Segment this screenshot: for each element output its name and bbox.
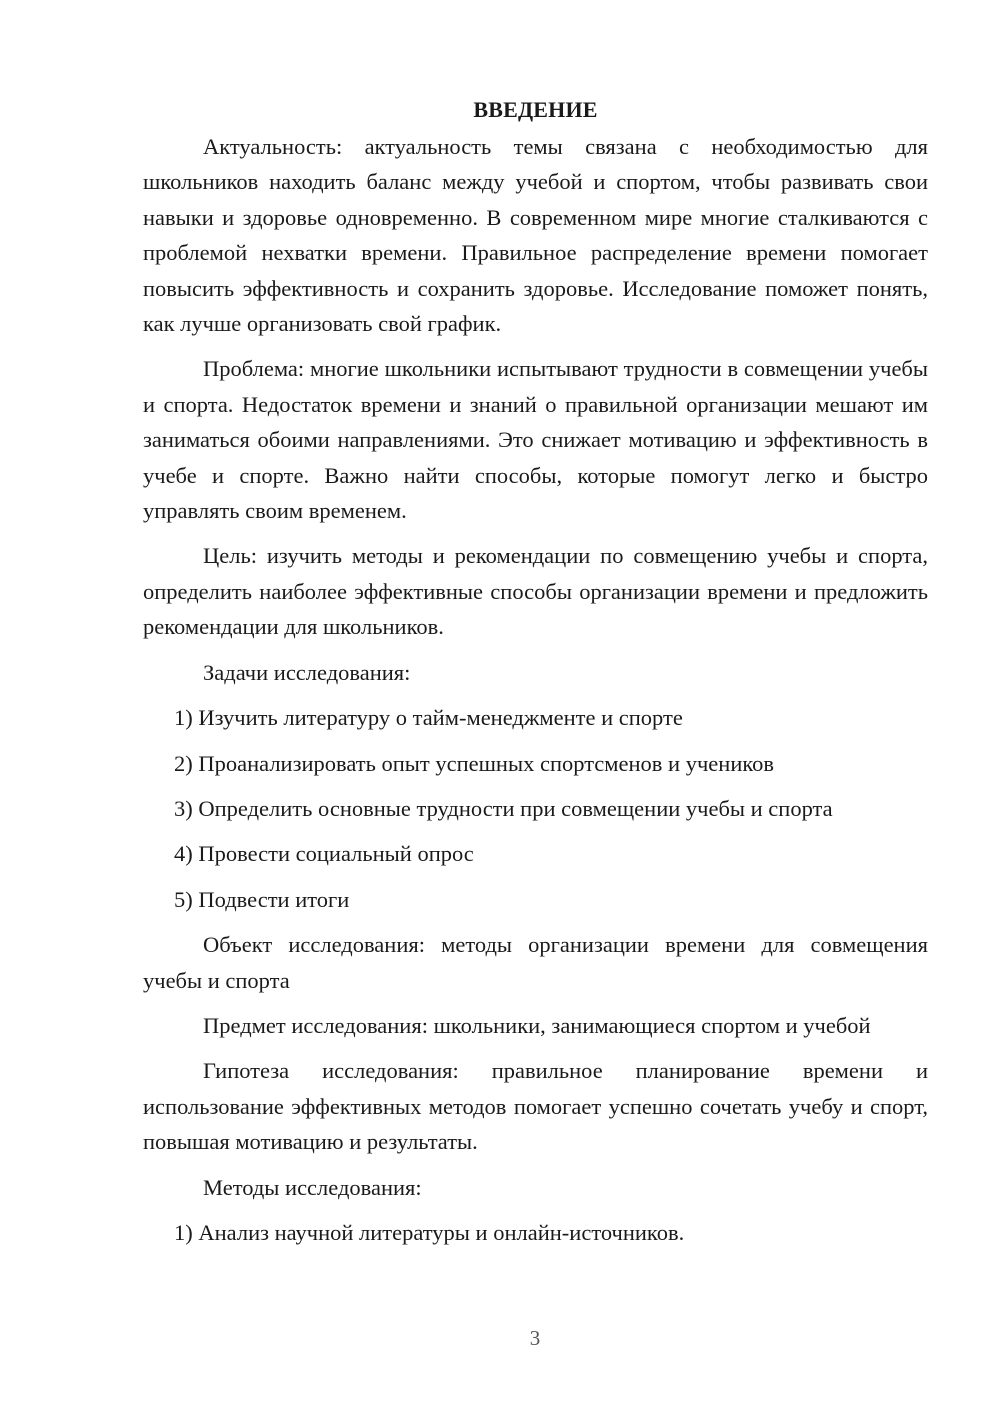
problem-paragraph: Проблема: многие школьники испытывают трудности в совмещении учебы и спорта. Недостаток времени и знаний о правильной организации мешают им заниматься обоими направлениями. Это снижает мотивацию и эффективность в учебе и спорте. Важно найти способы, которые помогут легко и быстро управлять своим временем. [143,356,928,524]
list-item: 1) Анализ научной литературы и онлайн-источников. [174,1219,685,1245]
methods-list [143,1215,928,1250]
page-number: 3 [529,1326,541,1350]
subject-paragraph: Предмет исследования: школьники, занимающиеся спортом и учебой [203,1012,871,1038]
hypothesis-paragraph: Гипотеза исследования: правильное планирование времени и использование эффективных методов помогает успешно сочетать учебу и спорт, повышая мотивацию и результаты. [143,1058,928,1155]
tasks-list [143,700,928,917]
section-heading: ВВЕДЕНИЕ [473,97,598,122]
list-item: 2) Проанализировать опыт успешных спортсменов и учеников [174,750,775,776]
actuality-paragraph: Актуальность: актуальность темы связана с необходимостью для школьников находить баланс между учебой и спортом, чтобы развивать свои навыки и здоровье одновременно. В современном мире многие сталкиваются с проблемой нехватки времени. Правильное распределение времени помогает повысить эффективность и сохранить здоровье. Исследование поможет понять, как лучше организовать свой график. [143,134,928,337]
list-item: 3) Определить основные трудности при совмещении учебы и спорта [174,795,833,821]
methods-label: Методы исследования: [203,1174,422,1200]
page-content [143,95,928,1260]
goal-paragraph: Цель: изучить методы и рекомендации по совмещению учебы и спорта, определить наиболее эффективные способы организации времени и предложить рекомендации для школьников. [143,543,928,640]
list-item: 5) Подвести итоги [174,886,350,912]
list-item: 4) Провести социальный опрос [174,841,474,867]
tasks-label: Задачи исследования: [203,659,411,685]
list-item: 1) Изучить литературу о тайм-менеджменте и спорте [174,705,683,731]
object-paragraph: Объект исследования: методы организации времени для совмещения учебы и спорта [143,932,928,993]
